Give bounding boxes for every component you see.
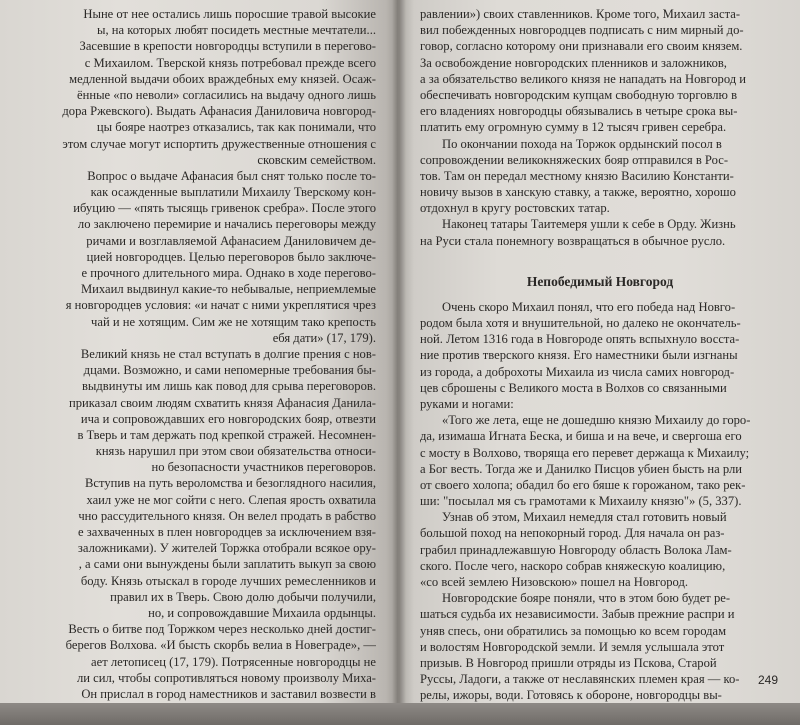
text-line: Весть о битве под Торжком через несколько дней достиг- — [68, 622, 376, 637]
book-spine-shadow — [392, 0, 406, 725]
section-heading: Непобедимый Новгород — [526, 273, 674, 289]
text-line: ебя дати» (17, 179). — [272, 330, 376, 345]
text-line: ние против тверского князя. Его наместники были изгнаны — [420, 348, 738, 363]
text-line: , а сами они вынуждены были заплатить выкуп за свою — [78, 557, 376, 572]
text-line: грабил принадлежавшую Новгороду область Волока Лам- — [420, 542, 732, 557]
text-line: Вопрос о выдаче Афанасия был снят только после то- — [87, 168, 376, 183]
text-line: ского. После чего, наскоро собрав княжескую коалицию, — [420, 558, 726, 573]
text-line: отдохнул в кругу ростовских татар. — [420, 201, 610, 216]
text-line: как осажденные выплатили Михаилу Тверскому кон- — [90, 185, 376, 200]
text-line: хаил уже не мог сойти с него. Слепая ярость охватила — [86, 492, 376, 507]
text-line: князь нарушил при этом свои обязательства относи- — [95, 444, 376, 459]
text-line: на Руси стала понемногу возвращаться в обычное русло. — [420, 233, 726, 248]
text-line: Очень скоро Михаил понял, что его победа над Новго- — [442, 299, 736, 314]
text-line: е прочного длительного мира. Однако в ходе перегово- — [81, 266, 376, 280]
section-gap — [420, 249, 780, 265]
text-line: цией новгородцев. Целью переговоров было заключе- — [86, 249, 376, 264]
text-line: уняв спесь, они обратились за помощью ко всем городам — [420, 623, 727, 638]
right-page-text-bottom — [420, 299, 780, 704]
text-line: берегов Волхова. «И бысть скорбь велиа в Новеграде», — — [65, 638, 376, 653]
text-line: правил их в Тверь. Свою долю добычи получили, — [110, 589, 376, 604]
bottom-edge — [0, 703, 800, 725]
text-line: Вступив на путь вероломства и безоглядного насилия, — [85, 476, 376, 491]
text-line: е захваченных в плен новгородцев за исключением взя- — [78, 525, 376, 539]
text-line: призыв. В Новгород пришли отряды из Пскова, Старой — [420, 655, 717, 670]
text-line: «со всей землею Низовскою» пошел на Новгород. — [420, 575, 689, 589]
text-line: новичу вызов в ханскую ставку, а также, вероятно, хорошо — [420, 185, 736, 200]
page-number: 249 — [757, 673, 778, 687]
text-line: большой поход на непокорный город. Для начала он раз- — [420, 526, 725, 541]
left-page-text — [0, 6, 376, 718]
text-line: боду. Князь отыскал в городе лучших ремесленников и — [80, 573, 376, 588]
text-line: релы, ижоры, води. Готовясь к обороне, новгородцы вы- — [420, 688, 722, 703]
text-line: но безопасности участников переговоров. — [151, 460, 376, 475]
text-line: родом была хотя и внушительной, но далеко не окончатель- — [420, 316, 741, 330]
text-line: чно рассудительного князя. Он велел продать в рабство — [78, 508, 376, 523]
text-line: ной. Летом 1316 года в Новгороде опять вспыхнуло восста- — [420, 332, 740, 347]
text-line: руками и ногами: — [420, 396, 514, 411]
left-page — [0, 0, 398, 725]
text-line: дора Ржевского). Выдать Афанасия Даниловича новгород- — [62, 104, 376, 119]
text-line: Он прислал в город наместников и заставил возвести в — [81, 686, 376, 701]
text-line: сковским семейством. — [257, 152, 376, 167]
text-line: платить ему огромную сумму в 12 тысяч гривен серебра. — [420, 120, 727, 135]
text-line: я новгородцев условия: «и начат с ними укреплятися чрез — [65, 298, 376, 313]
text-line: от своего холопа; обадил бо его бяше к горожаном, тако рек- — [420, 477, 746, 492]
text-line: обеспечивать новгородским купцам свободную торговлю в — [420, 87, 738, 102]
text-line: говор, согласно которому они признавали его своим князем. — [420, 39, 743, 54]
text-line: чай и не хотящим. Сим же не хотящим тако крепость — [91, 314, 376, 329]
text-line: с мосту в Волхово, творяща его перевет держаща к Михаилу; — [420, 445, 750, 460]
text-line: медленной выдачи обоих враждебных ему князей. Осаж- — [69, 71, 376, 86]
text-line: этом случае могут испортить дружественные отношения с — [62, 136, 376, 151]
text-line: сопровождении великокняжеских бояр отправился в Рос- — [420, 152, 729, 167]
text-line: дцами. Возможно, и сами непомерные требования бы- — [83, 363, 376, 378]
text-line: в Тверь и там держать под крепкой стражей. Несомнен- — [77, 427, 376, 442]
text-line: Наконец татары Таитемеря ушли к себе в Орду. Жизнь — [442, 217, 736, 232]
text-line: Михаил выдвинул какие-то небывалые, неприемлемые — [80, 282, 376, 297]
right-page — [398, 0, 800, 725]
text-line: а за обязательство великого князя не нападать на Новгород и — [420, 71, 747, 86]
text-line: а Бог весть. Тогда же и Данилко Писцов убиен бысть на рли — [420, 461, 743, 476]
text-line: Руссы, Ладоги, а также от неславянских племен края — ко- — [420, 672, 740, 687]
text-line: заложниками). У жителей Торжка отобрали всякое ору- — [77, 541, 376, 556]
text-line: из города, а доброхоты Михаила из числа самих новгород- — [420, 364, 735, 379]
text-line: Узнав об этом, Михаил немедля стал готовить новый — [442, 510, 727, 525]
text-line: его владениях новгородцы обязывались в четыре срока вы- — [420, 104, 738, 119]
right-page-text-top — [420, 6, 780, 249]
text-line: выдвинуты им лишь как повод для срыва переговоров. — [81, 379, 376, 394]
text-line: равлении») своих ставленников. Кроме того, Михаил заста- — [420, 7, 741, 21]
text-line: ло заключено перемирие и начались переговоры между — [77, 217, 376, 232]
text-line: ённые «по неволи» согласились на выдачу одного лишь — [77, 87, 376, 102]
text-line: цев сброшены с Великого моста в Волхов со связанными — [420, 380, 727, 395]
text-line: ибуцию — «пять тысящь гривенок сребра». После этого — [73, 201, 376, 216]
text-line: ричами и возглавляемой Афанасием Даниловичем де- — [86, 233, 376, 248]
text-line: ы, на которых любят посидеть местные мечтатели... — [97, 23, 376, 38]
text-line: цы бояре наотрез отказались, так как понимали, что — [96, 120, 376, 135]
text-line: «Того же лета, еще не дошедшю князю Михаилу до горо- — [442, 413, 751, 428]
text-line: ши: "посылал мя съ грамотами к Михаилу князю"» (5, 337). — [420, 494, 742, 509]
text-line: да, изимаша Игната Беска, и биша и на вече, и свергоша его — [420, 429, 742, 444]
text-line: ича и сопровождавших его новгородских бояр, отвезти — [80, 411, 376, 426]
text-line: и волостям Новгородской земли. И земля услышала этот — [420, 639, 725, 654]
text-line: Засевшие в крепости новгородцы вступили в перегово- — [79, 39, 376, 54]
text-line: ли сил, чтобы сопротивляться новому произволу Миха- — [77, 670, 376, 685]
text-line: с Михаилом. Тверской князь потребовал прежде всего — [84, 55, 376, 70]
text-line: Великий князь не стал вступать в долгие прения с нов- — [80, 346, 376, 361]
text-line: шаться судьба их независимости. Забыв прежние распри и — [420, 607, 735, 622]
text-line: но, и сопровождавшие Михаила ордынцы. — [148, 605, 376, 620]
text-line: тов. Там он передал местному князю Василию Константи- — [420, 168, 734, 183]
text-line: приказал своим людям схватить князя Афанасия Данила- — [68, 395, 376, 410]
text-line: За освобождение новгородских пленников и заложников, — [420, 55, 727, 70]
text-line: ает летописец (17, 179). Потрясенные новгородцы не — [91, 654, 376, 669]
text-line: вил побежденных новгородцев подписать с ним мирный до- — [420, 23, 744, 38]
text-line: Ныне от нее остались лишь поросшие травой высокие — [83, 7, 376, 21]
text-line: По окончании похода на Торжок ордынский посол в — [442, 136, 722, 151]
text-line: Новгородские бояре поняли, что в этом бою будет ре- — [442, 591, 731, 606]
